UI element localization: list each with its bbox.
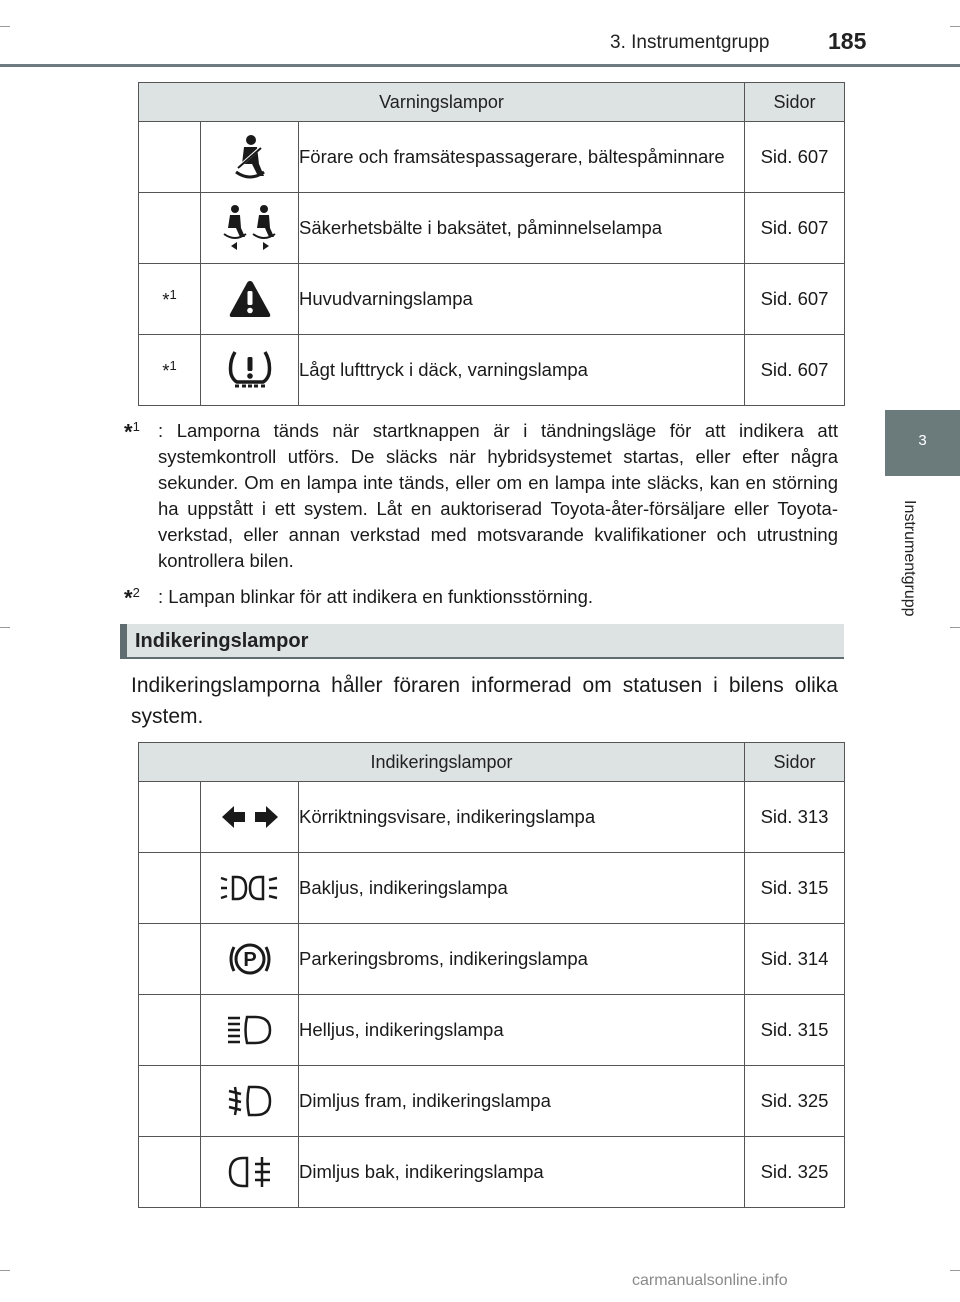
page-reference: Sid. 607 <box>745 122 845 193</box>
empty-cell <box>139 995 201 1066</box>
footnote <box>124 418 838 574</box>
page-reference: Sid. 315 <box>745 995 845 1066</box>
column-header-pages: Sidor <box>745 743 845 782</box>
lamp-description: Lågt lufttryck i däck, varningslampa <box>299 335 745 406</box>
footnote-text: : Lamporna tänds när startknappen är i tändningsläge för att indikera att systemkontroll utförs. De släcks när hybridsystemet startas, eller efter några sekunder. Om en lampa inte tänds, eller om en lampa inte släcks, kan en störning ha uppstått i ett system. Låt en auktoriserad Toyota-åter-försäljare eller Toyota-verkstad, eller annan verkstad med motsvarande kvalifikationer och utrustning kontrollera bilen. <box>158 420 838 571</box>
front-fog-light-icon <box>201 1066 299 1137</box>
chapter-number: 3 <box>918 432 927 449</box>
lamp-description: Förare och framsätespassagerare, bältespåminnare <box>299 122 745 193</box>
section-intro: Indikeringslamporna håller föraren informerad om statusen i bilens olika system. <box>131 674 838 728</box>
lamp-description: Dimljus fram, indikeringslampa <box>299 1066 745 1137</box>
column-header-pages: Sidor <box>745 83 845 122</box>
page-number: 185 <box>828 28 867 54</box>
table-row <box>139 995 845 1066</box>
table-row <box>139 122 845 193</box>
chapter-label: Instrumentgrupp <box>901 500 918 617</box>
empty-cell <box>139 1066 201 1137</box>
warning-lamps-table <box>138 82 845 406</box>
crop-mark <box>950 26 960 27</box>
lamp-description: Dimljus bak, indikeringslampa <box>299 1137 745 1208</box>
crop-mark <box>950 1270 960 1271</box>
svg-text:P: P <box>242 949 257 971</box>
column-header-lamps: Indikeringslampor <box>139 743 745 782</box>
footnote-mark-cell: *$^1$ <box>139 335 201 406</box>
footnote-mark: *$^1$ <box>124 419 140 445</box>
lamp-description: Körriktningsvisare, indikeringslampa <box>299 782 745 853</box>
indicator-lamps-table <box>138 742 845 1208</box>
lamp-description: Bakljus, indikeringslampa <box>299 853 745 924</box>
empty-cell <box>139 853 201 924</box>
table-row <box>139 1066 845 1137</box>
master-warning-icon <box>201 264 299 335</box>
table-row <box>139 1137 845 1208</box>
page-reference: Sid. 325 <box>745 1066 845 1137</box>
crop-mark <box>0 26 10 27</box>
table-row <box>139 782 845 853</box>
footnote-mark-cell: *$^1$ <box>139 264 201 335</box>
lamp-description: Helljus, indikeringslampa <box>299 995 745 1066</box>
footnote-text: : Lampan blinkar för att indikera en funktionsstörning. <box>158 586 593 607</box>
lamp-description: Parkeringsbroms, indikeringslampa <box>299 924 745 995</box>
footnote <box>124 584 838 610</box>
page-reference: Sid. 325 <box>745 1137 845 1208</box>
footnote-mark: *$^2$ <box>124 585 140 611</box>
turn-signal-icon <box>201 782 299 853</box>
empty-cell <box>139 782 201 853</box>
footnote-mark-cell <box>139 122 201 193</box>
table-header-row <box>139 83 845 122</box>
lamp-description: Huvudvarningslampa <box>299 264 745 335</box>
table-row <box>139 264 845 335</box>
page-reference: Sid. 607 <box>745 264 845 335</box>
empty-cell <box>139 1137 201 1208</box>
watermark: carmanualsonline.info <box>632 1272 788 1289</box>
header-rule <box>0 64 960 67</box>
rear-fog-light-icon <box>201 1137 299 1208</box>
chapter-tab <box>885 410 960 476</box>
page-reference: Sid. 315 <box>745 853 845 924</box>
lamp-description: Säkerhetsbälte i baksätet, påminnelselampa <box>299 193 745 264</box>
tire-pressure-warning-icon <box>201 335 299 406</box>
chapter-label-vertical <box>894 500 918 650</box>
seatbelt-reminder-icon <box>201 122 299 193</box>
footnote-mark-cell <box>139 193 201 264</box>
page-reference: Sid. 314 <box>745 924 845 995</box>
tail-light-icon <box>201 853 299 924</box>
crop-mark <box>0 1270 10 1271</box>
table-row <box>139 335 845 406</box>
table-header-row <box>139 743 845 782</box>
section-heading-text: Indikeringslampor <box>135 630 309 652</box>
table-row <box>139 193 845 264</box>
empty-cell <box>139 924 201 995</box>
crop-mark <box>950 627 960 628</box>
section-heading <box>120 624 844 659</box>
crop-mark <box>0 627 10 628</box>
rear-seatbelt-reminder-icon <box>201 193 299 264</box>
page-reference: Sid. 607 <box>745 193 845 264</box>
page-reference: Sid. 313 <box>745 782 845 853</box>
table-row <box>139 924 845 995</box>
column-header-lamps: Varningslampor <box>139 83 745 122</box>
table-row <box>139 853 845 924</box>
page-reference: Sid. 607 <box>745 335 845 406</box>
running-header-section: 3. Instrumentgrupp <box>610 32 770 53</box>
parking-brake-icon <box>201 924 299 995</box>
high-beam-icon <box>201 995 299 1066</box>
